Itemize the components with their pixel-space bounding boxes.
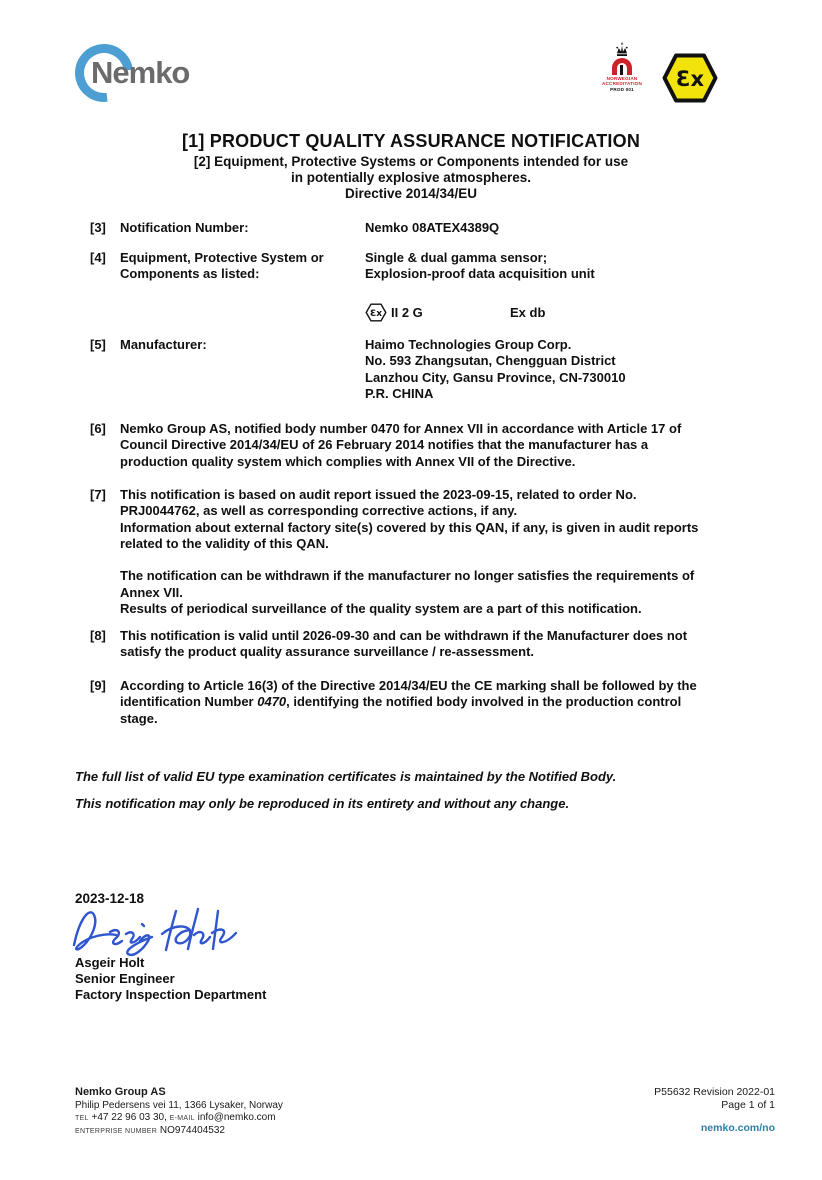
subtitle-line2: in potentially explosive atmospheres. bbox=[290, 170, 532, 185]
item-6-line1: Nemko Group AS, notified body number 0470 for Annex VII in accordance with Article 17 of bbox=[120, 421, 682, 436]
item-7-line1: This notification is based on audit report issued the 2023-09-15, related to order No. bbox=[120, 487, 637, 502]
item-7-num: [7] bbox=[90, 487, 106, 502]
signer-title: Senior Engineer bbox=[75, 971, 175, 987]
footer-enterprise bbox=[75, 1125, 283, 1138]
item-8-text bbox=[120, 628, 758, 661]
norwegian-accreditation-logo bbox=[592, 42, 652, 108]
item-4-value-line1: Single & dual gamma sensor; bbox=[365, 250, 548, 265]
item-3-notification-number bbox=[90, 220, 758, 236]
footer-address: Philip Pedersens vei 11, 1366 Lysaker, Norway bbox=[75, 1100, 283, 1111]
subtitle-line3: Directive 2014/34/EU bbox=[344, 186, 478, 201]
enterprise-label: ENTERPRISE NUMBER bbox=[75, 1128, 158, 1135]
item-7-text bbox=[120, 487, 758, 617]
item-7-line6: Annex VII. bbox=[120, 584, 183, 600]
manufacturer-address-line1: No. 593 Zhangsutan, Chengguan District bbox=[365, 353, 616, 369]
email-value: info@nemko.com bbox=[197, 1112, 276, 1123]
notified-body-number: 0470 bbox=[257, 694, 287, 710]
marking-group: II 2 G bbox=[391, 305, 423, 320]
item-4-label bbox=[120, 250, 365, 283]
signer-department: Factory Inspection Department bbox=[75, 987, 267, 1003]
item-7-line2: PRJ0044762, as well as corresponding corrective actions, if any. bbox=[120, 503, 518, 519]
statement-certificates: The full list of valid EU type examination certificates is maintained by the Notified Body. bbox=[75, 769, 617, 784]
item-8-line1: This notification is valid until 2026-09-30 and can be withdrawn if the Manufacturer does not bbox=[120, 628, 688, 643]
marking-protection: Ex db bbox=[510, 305, 546, 320]
item-9-text bbox=[120, 678, 758, 727]
item-8-validity bbox=[90, 628, 758, 661]
item-3-num: [3] bbox=[90, 220, 106, 235]
tel-value: +47 22 96 03 30, bbox=[91, 1112, 167, 1123]
footer-company-block bbox=[75, 1086, 283, 1138]
accreditation-text-line3: PROD 001 bbox=[610, 86, 634, 92]
item-4-value bbox=[365, 250, 758, 283]
signer-block bbox=[75, 955, 266, 1004]
item-4-value-line2: Explosion-proof data acquisition unit bbox=[365, 266, 595, 282]
manufacturer-country: P.R. CHINA bbox=[365, 385, 434, 401]
item-8-line2: satisfy the product quality assurance surveillance / re-assessment. bbox=[120, 644, 535, 660]
accreditation-text-line1: NORWEGIAN bbox=[606, 76, 638, 81]
manufacturer-address-line2: Lanzhou City, Gansu Province, CN-730010 bbox=[365, 369, 626, 385]
item-4-equipment bbox=[90, 250, 758, 283]
item-9-num: [9] bbox=[90, 678, 106, 693]
issue-date: 2023-12-18 bbox=[75, 891, 145, 906]
footer-revision-block bbox=[654, 1086, 775, 1112]
tel-label: TEL bbox=[75, 1115, 89, 1122]
item-5-manufacturer bbox=[90, 337, 758, 402]
item-4-num: [4] bbox=[90, 250, 106, 265]
item-9-line1: According to Article 16(3) of the Directive 2014/34/EU the CE marking shall be followed by the bbox=[120, 678, 697, 693]
item-3-value: Nemko 08ATEX4389Q bbox=[365, 220, 500, 235]
item-6-notified-body bbox=[90, 421, 758, 470]
nemko-logo bbox=[75, 42, 215, 106]
item-3-label: Notification Number: bbox=[120, 220, 249, 235]
page-title: [1] PRODUCT QUALITY ASSURANCE NOTIFICATION bbox=[181, 131, 641, 151]
footer-contact bbox=[75, 1112, 283, 1125]
item-7-line4: related to the validity of this QAN. bbox=[120, 535, 329, 551]
item-4-label-line1: Equipment, Protective System or bbox=[120, 250, 324, 265]
email-label: E-MAIL bbox=[169, 1115, 195, 1122]
item-7-audit-basis bbox=[90, 487, 758, 617]
item-9-line2 bbox=[120, 694, 758, 710]
footer-company-name: Nemko Group AS bbox=[75, 1086, 166, 1098]
ex-hexagon-icon bbox=[365, 303, 387, 322]
accreditation-arch-icon bbox=[612, 58, 632, 75]
item-6-num: [6] bbox=[90, 421, 106, 436]
item-5-label: Manufacturer: bbox=[120, 337, 207, 352]
item-9-line2-post: , identifying the notified body involved in the production control bbox=[286, 694, 682, 710]
subtitle-line1: [2] Equipment, Protective Systems or Components intended for use bbox=[193, 154, 629, 169]
item-6-line2: Council Directive 2014/34/EU of 26 February 2014 notifies that the manufacturer has a bbox=[120, 437, 649, 453]
document-revision: P55632 Revision 2022-01 bbox=[654, 1086, 775, 1098]
item-9-line2-pre: identification Number bbox=[120, 694, 258, 710]
item-4-label-line2: Components as listed: bbox=[120, 266, 260, 282]
item-7-line3: Information about external factory site(s) covered by this QAN, if any, is given in audit reports bbox=[120, 519, 699, 535]
statement-reproduction: This notification may only be reproduced in its entirety and without any change. bbox=[75, 796, 570, 811]
item-7-line7: Results of periodical surveillance of the quality system are a part of this notification. bbox=[120, 601, 642, 617]
enterprise-number: NO974404532 bbox=[159, 1125, 225, 1136]
signer-name: Asgeir Holt bbox=[75, 955, 145, 970]
item-6-text bbox=[120, 421, 758, 470]
svg-text:Ɛx: Ɛx bbox=[369, 309, 383, 319]
item-8-num: [8] bbox=[90, 628, 106, 643]
item-5-value bbox=[365, 337, 758, 402]
crown-icon bbox=[613, 42, 631, 57]
nemko-logo-text: Nemko bbox=[91, 55, 190, 90]
ex-marking-row bbox=[365, 302, 665, 324]
nemko-website-link[interactable]: nemko.com/no bbox=[700, 1122, 775, 1134]
item-7-spacer bbox=[120, 552, 758, 568]
item-9-line3: stage. bbox=[120, 710, 158, 726]
page-number: Page 1 of 1 bbox=[721, 1099, 775, 1111]
accreditation-text-line2: ACCREDITATION bbox=[602, 81, 642, 87]
manufacturer-name: Haimo Technologies Group Corp. bbox=[365, 337, 572, 352]
atex-ex-icon bbox=[662, 53, 718, 103]
handwritten-signature bbox=[70, 903, 245, 959]
svg-text:Ɛx: Ɛx bbox=[675, 67, 705, 91]
item-7-line5: The notification can be withdrawn if the manufacturer no longer satisfies the requirements of bbox=[120, 568, 695, 584]
item-6-line3: production quality system which complies with Annex VII of the Directive. bbox=[120, 453, 576, 469]
item-5-num: [5] bbox=[90, 337, 106, 352]
item-9-ce-marking bbox=[90, 678, 758, 727]
